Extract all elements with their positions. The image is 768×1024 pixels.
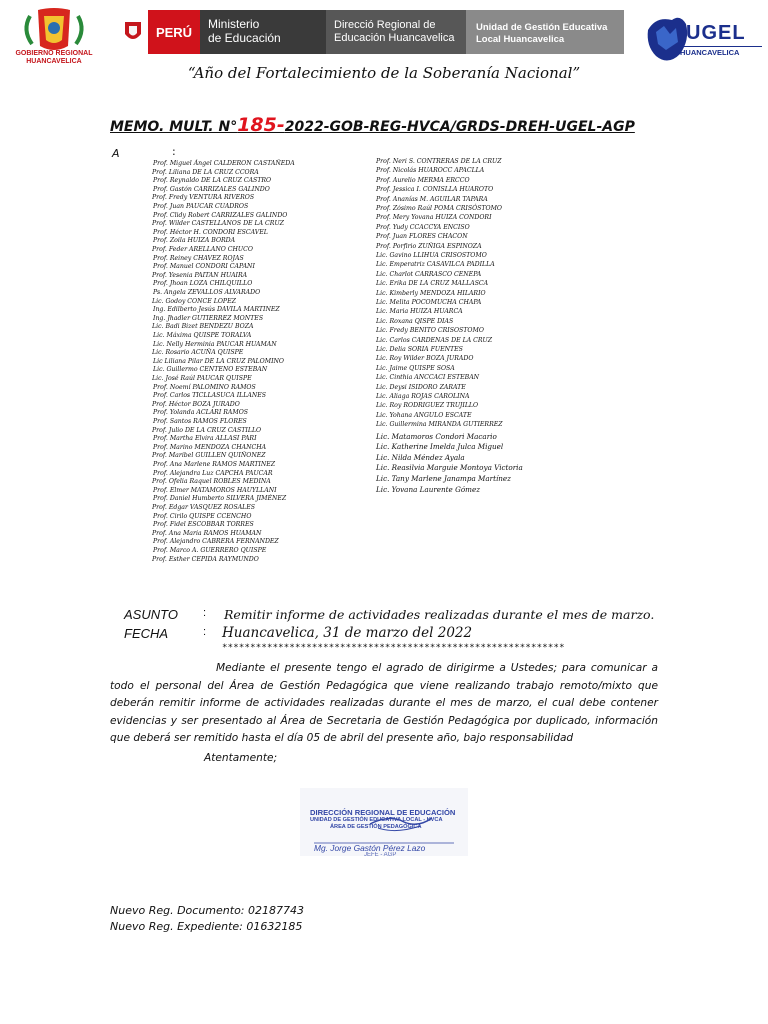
registry-expediente: Nuevo Reg. Expediente: 01632185: [110, 920, 303, 933]
recipient-left-item: Prof. Héctor BOZA JURADO: [152, 400, 240, 408]
recipient-left-item: Prof. Clidy Robert CARRIZALES GALINDO: [153, 211, 288, 219]
recipient-right-item: Lic. Matamoros Condori Macario: [376, 431, 497, 441]
fecha-label: FECHA: [124, 626, 169, 641]
recipient-left-item: Ps. Angela ZEVALLOS ALVARADO: [153, 289, 261, 296]
recipient-left-item: Lic. Máxima QUISPE TORALVA: [153, 332, 252, 339]
recipient-left-item: Prof. Miguel Ángel CALDERON CASTAÑEDA: [153, 160, 295, 167]
stamp-line1: DIRECCIÓN REGIONAL DE EDUCACIÓN: [310, 808, 456, 817]
recipient-right-item: Lic. Maria HUIZA HUARCA: [376, 308, 463, 316]
ugel-logo: [646, 10, 762, 72]
recipient-right-item: Lic. Reasilvia Marguie Montoya Victoria: [376, 463, 523, 473]
fecha-colon: :: [203, 626, 207, 638]
gobierno-regional-text: GOBIERNO REGIONAL HUANCAVELICA: [15, 50, 93, 65]
memo-title: [110, 114, 635, 136]
ugel-line2: Local Huancavelica: [476, 34, 565, 45]
recipient-left-item: Prof. Reynaldo DE LA CRUZ CASTRO: [153, 177, 272, 185]
asunto-colon: :: [203, 607, 207, 619]
recipient-left-item: Prof. Ofelia Raquel ROBLES MEDINA: [152, 478, 271, 486]
ugel-label: [466, 10, 624, 54]
recipient-left-item: Prof. Wilder CASTELLANOS DE LA CRUZ: [152, 220, 284, 228]
recipient-left-item: Prof. Manuel CONDORI CAPANI: [153, 263, 255, 271]
recipient-left-item: Prof. Zoila HUIZA BORDA: [153, 237, 236, 245]
memo-number: 185-: [237, 114, 285, 136]
recipient-left-item: Lic. José Raúl PAUCAR QUISPE: [152, 375, 252, 382]
recipient-right-item: Lic. Roy Wilder BOZA JURADO: [376, 355, 474, 363]
recipient-right-item: Lic. Nilda Méndez Ayala: [376, 452, 465, 462]
recipient-left-item: Lic. Godoy CONCE LOPEZ: [152, 297, 236, 305]
recipient-right-item: Lic. Emperatriz CASAVILCA PADILLA: [376, 261, 495, 269]
recipient-left-item: Prof. Marino MENDOZA CHANCHA: [153, 443, 267, 451]
recipient-left-item: Prof. Yolanda ACLARI RAMOS: [153, 409, 249, 417]
recipient-right-item: Lic. Deysi ISIDORO ZARATE: [376, 383, 466, 391]
recipient-left-item: Lic Liliana Pilar DE LA CRUZ PALOMINO: [153, 357, 285, 365]
recipient-right-item: Lic. Carlos CARDENAS DE LA CRUZ: [376, 336, 493, 344]
asunto-value: Remitir informe de actividades realizadas durante el mes de marzo.: [224, 607, 655, 622]
recipient-right-item: Lic. Roxana QISPE DIAS: [376, 317, 454, 325]
recipient-left-item: Lic. Badi Bizet BENDEZU BOZA: [152, 323, 254, 331]
recipient-left-item: Prof. Elmer MATAMOROS HAUYLLANI: [153, 486, 277, 494]
peru-label: PERÚ: [148, 10, 200, 54]
recipient-left-item: Prof. Daniel Humberto SILVERA JIMÉNEZ: [153, 495, 287, 503]
gobierno-regional-logo: [8, 6, 100, 66]
ugel-line1: Unidad de Gestión Educativa: [476, 22, 608, 33]
memo-suffix: 2022-GOB-REG-HVCA/GRDS-DREH-UGEL-AGP: [284, 119, 635, 135]
ministry-line1: Ministerio: [208, 17, 260, 31]
recipient-left-item: Prof. Fidel ESCOBBAR TORRES: [153, 521, 254, 529]
closing-text: Atentamente;: [204, 752, 278, 764]
recipient-left-item: Prof. Yesenia PAITAN HUAIRA: [152, 271, 248, 279]
recipient-right-item: Prof. Yudy CCACCYA ENCISO: [376, 223, 470, 231]
recipient-left-item: Lic. Rosario ACUÑA QUISPE: [152, 349, 244, 357]
separator-stars: *************************************************************: [222, 643, 565, 653]
registry-documento: Nuevo Reg. Documento: 02187743: [110, 904, 304, 917]
recipient-right-item: Prof. Mery Yovana HUIZA CONDORI: [376, 214, 492, 222]
recipient-left-item: Prof. Reiney CHAVEZ ROJAS: [153, 254, 244, 262]
ugel-logo-rule: [674, 46, 762, 47]
recipient-left-item: Prof. Feder ARELLANO CHUCO: [152, 246, 253, 253]
year-motto: “Año del Fortalecimiento de la Soberanía Nacional”: [187, 64, 581, 82]
recipient-left-item: Prof. Esther CEPIDA RAYMUNDO: [152, 555, 259, 563]
recipient-left-item: Prof. Liliana DE LA CRUZ CCORA: [152, 168, 259, 176]
recipient-left-item: Prof. Edgar VASQUEZ ROSALES: [152, 504, 256, 511]
recipient-left-item: Lic. Guillermo CENTENO ESTEBAN: [153, 366, 268, 374]
recipient-left-item: Prof. Martha Elvira ALLASI PARI: [153, 435, 257, 443]
recipient-right-item: Lic. Katherine Imelda Julca Miguel: [376, 442, 504, 452]
recipient-right-item: Prof. Neri S. CONTRERAS DE LA CRUZ: [376, 158, 502, 165]
recipient-right-item: Lic. Yovana Laurente Gómez: [376, 484, 481, 494]
recipient-right-item: Lic. Jaime QUISPE SOSA: [376, 364, 455, 372]
peru-shield-icon: [118, 10, 148, 54]
recipient-left-item: Prof. Ana Marlene RAMOS MARTINEZ: [153, 461, 276, 468]
recipient-right-item: Lic. Yohana ANGULO ESCATE: [376, 411, 472, 419]
recipient-left-item: Prof. Carlos TICLLASUCA ILLANES: [153, 392, 266, 400]
stamp-signatory: Mg. Jorge Gastón Pérez Lazo: [314, 843, 426, 853]
recipient-right-item: Lic. Cinthia ANCCACI ESTEBAN: [376, 374, 480, 382]
recipient-left-item: Prof. Jhoan LOZA CHILQUILLO: [153, 280, 253, 288]
ugel-logo-sub: HUANCAVELICA: [680, 48, 740, 57]
recipients-colon: :: [172, 145, 176, 158]
memo-body-text: Mediante el presente tengo el agrado de dirigirme a Ustedes; para comunicar a todo el personal del Área de Gestión Pedagógica que viene realizando trabajo remoto/mixto que deberán remitir informe de actividades realizadas durante el mes de marzo, el cual debe contener evidencias y ser presentado al Área de Secretaria de Gestión Pedagógica por duplicado, información que deberá ser remitido hasta el día 05 de abril del presente año, bajo responsabilidad: [110, 662, 658, 745]
recipient-right-item: Prof. Ananías M. AGUILAR TAPARA: [376, 195, 488, 203]
ministry-line2: de Educación: [208, 31, 281, 45]
recipient-right-item: Prof. Juan FLORES CHACON: [376, 233, 468, 241]
recipient-right-item: Lic. Guillermina MIRANDA GUTIERREZ: [376, 421, 503, 429]
recipient-left-item: Ing. Jhadler GUTIERREZ MONTES: [153, 314, 264, 322]
recipient-right-item: Lic. Aliaga ROJAS CAROLINA: [376, 393, 470, 400]
memo-prefix: MEMO. MULT. N°: [110, 119, 238, 135]
recipient-left-item: Prof. Gastón CARRIZALES GALINDO: [153, 185, 270, 193]
drec-line2: Educación Huancavelica: [334, 32, 455, 44]
fecha-value: Huancavelica, 31 de marzo del 2022: [222, 625, 473, 641]
recipient-left-item: Prof. Héctor H. CONDORI ESCAVEL: [153, 228, 268, 236]
recipient-left-item: Lic. Nelly Herminia PAUCAR HUAMAN: [153, 340, 277, 348]
recipient-left-item: Prof. Alejandra Luz CAPCHA PAUCAR: [153, 469, 273, 477]
recipient-left-item: Prof. Maribel GUILLEN QUIÑONEZ: [152, 452, 266, 460]
recipient-right-item: Lic. Delia SORIA FUENTES: [376, 346, 463, 353]
recipient-left-item: Prof. Alejandro CABRERA FERNANDEZ: [153, 538, 279, 546]
recipient-right-item: Lic. Melita POCOMUCHA CHAPA: [376, 299, 482, 306]
recipient-left-item: Prof. Santos RAMOS FLORES: [153, 418, 247, 425]
recipient-left-item: Prof. Cirilo QUISPE CCENCHO: [153, 512, 252, 520]
ugel-logo-text: UGEL: [686, 22, 746, 44]
official-stamp: [300, 788, 468, 856]
recipients-label: A: [112, 147, 120, 160]
recipient-left-item: Prof. Marco A. GUERRERO QUISPE: [153, 547, 267, 554]
drec-line1: Direcció Regional de: [334, 19, 436, 31]
stamp-line2: UNIDAD DE GESTIÓN EDUCATIVA LOCAL - HVCA: [310, 817, 443, 823]
recipient-left-item: Prof. Ana Maria RAMOS HUAMAN: [152, 529, 262, 537]
recipient-left-item: Ing. Edilberto Jesús DAVILA MARTINEZ: [153, 306, 280, 314]
recipient-right-item: Prof. Zósimo Raúl POMA CRISÓSTOMO: [376, 205, 503, 212]
asunto-label: ASUNTO: [124, 607, 178, 622]
recipient-right-item: Prof. Porfirio ZUÑIGA ESPINOZA: [376, 242, 482, 250]
recipient-right-item: Lic. Fredy BENITO CRISOSTOMO: [376, 327, 484, 335]
drec-label: [326, 10, 466, 54]
recipient-left-item: Prof. Juan PAUCAR CUADROS: [153, 203, 249, 210]
recipient-left-item: Prof. Fredy VENTURA RIVEROS: [152, 194, 255, 202]
stamp-role: JEFE - AGP: [364, 852, 397, 858]
recipient-right-item: Lic. Gavino LLIHUA CRISOSTOMO: [376, 252, 487, 259]
recipient-right-item: Prof. Aurelio MERMA ERCCO: [376, 176, 470, 184]
recipient-right-item: Lic. Erika DE LA CRUZ MALLASCA: [376, 280, 489, 288]
recipient-right-item: Lic. Roy RODRIGUEZ TRUJILLO: [376, 402, 479, 410]
recipient-left-item: Prof. Julio DE LA CRUZ CASTILLO: [152, 426, 262, 434]
recipient-right-item: Lic. Kimberly MENDOZA HILARIO: [376, 289, 486, 297]
ministry-label: [200, 10, 326, 54]
recipient-right-item: Prof. Jessica I. CONISLLA HUAROTO: [376, 186, 494, 194]
recipient-left-item: Prof. Noemí PALOMINO RAMOS: [153, 383, 256, 391]
stamp-line3: ÁREA DE GESTIÓN PEDAGÓGICA: [330, 824, 422, 830]
recipient-right-item: Prof. Nicolás HUAROCC APACLLA: [376, 167, 485, 175]
recipient-right-item: Lic. Tany Marlene Janampa Martínez: [376, 474, 511, 483]
recipient-right-item: Lic. Charlot CARRASCO CENEPA: [376, 270, 482, 278]
